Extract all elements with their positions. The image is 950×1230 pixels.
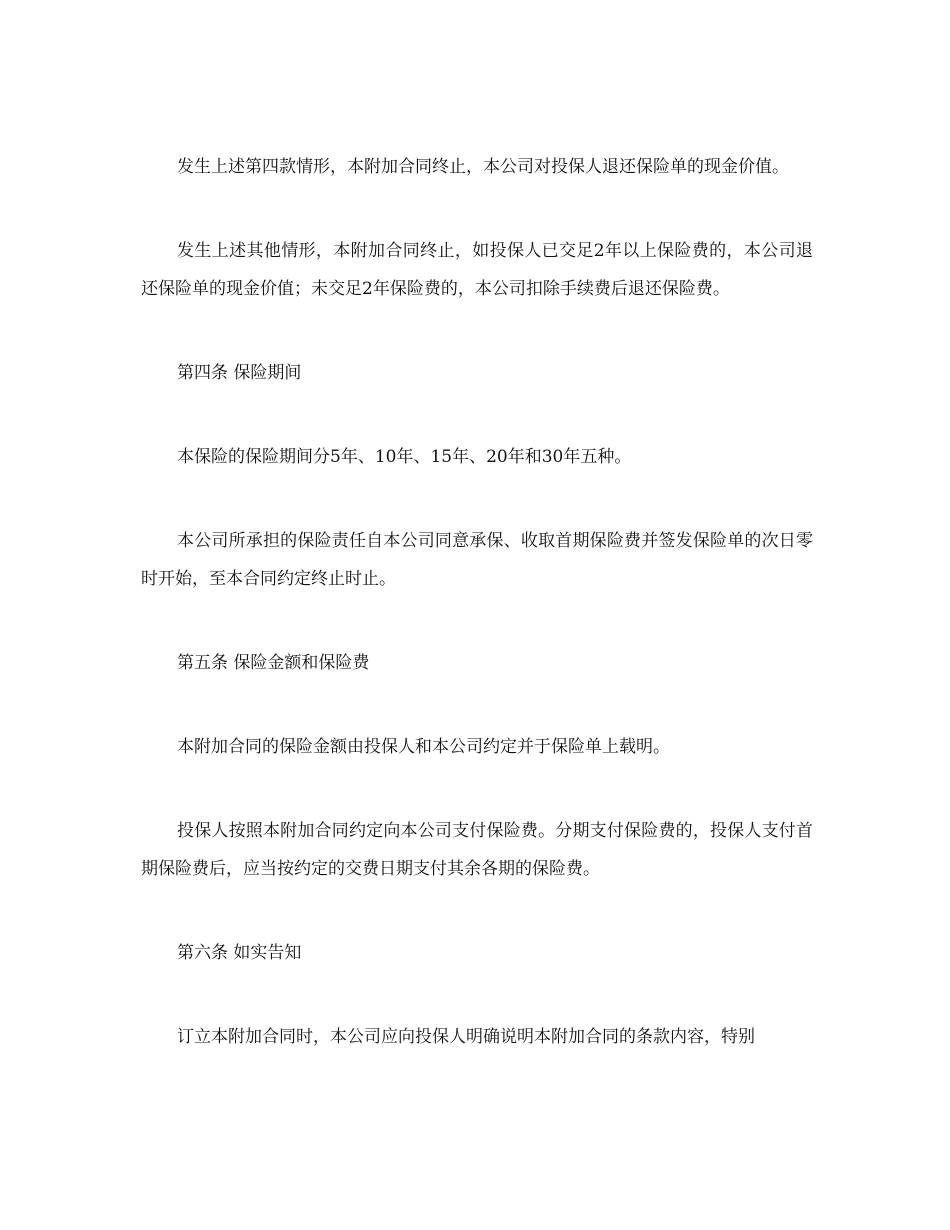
paragraph-premium-payment: 投保人按照本附加合同约定向本公司支付保险费。分期支付保险费的，投保人支付首期保险费后，应当按约定的交费日期支付其余各期的保险费。 [141,821,813,879]
paragraph-insurance-period-options: 本保险的保险期间分5年、10年、15年、20年和30年五种。 [177,447,632,467]
paragraph-other-termination: 发生上述其他情形，本附加合同终止，如投保人已交足2年以上保险费的，本公司退还保险单的现金价值；未交足2年保险费的，本公司扣除手续费后退还保险费。 [141,241,813,299]
paragraph-disclosure-start: 订立本附加合同时，本公司应向投保人明确说明本附加合同的条款内容，特别 [177,1027,755,1047]
paragraph-liability-start: 本公司所承担的保险责任自本公司同意承保、收取首期保险费并签发保险单的次日零时开始，至本合同约定终止时止。 [141,531,813,589]
article-5-heading: 第五条 保险金额和保险费 [177,653,370,673]
document-body [141,148,813,1102]
paragraph-sum-insured: 本附加合同的保险金额由投保人和本公司约定并于保险单上载明。 [177,737,670,757]
article-4-heading: 第四条 保险期间 [177,363,302,383]
article-6-heading: 第六条 如实告知 [177,943,302,963]
paragraph-surrender-cash-value: 发生上述第四款情形，本附加合同终止，本公司对投保人退还保险单的现金价值。 [177,157,789,177]
